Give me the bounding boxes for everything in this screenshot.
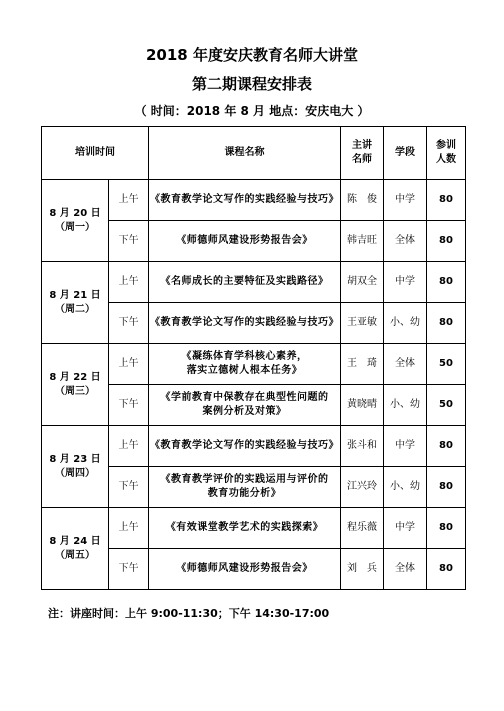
lecturer-cell: 韩吉旺 — [341, 221, 384, 262]
weekday-text: （周三） — [55, 385, 95, 397]
course-name-line2: 落实立德树人根本任务》 — [186, 365, 303, 376]
table-row — [42, 508, 466, 549]
level-cell: 小、幼 — [384, 303, 427, 344]
count-cell: 80 — [427, 549, 466, 590]
course-name-line1: 《教育教学评价的实践运用与评价的 — [160, 474, 329, 485]
date-text: 8 月 21 日 — [49, 289, 101, 301]
course-name-line1: 《凝练体育学科核心素养， — [181, 351, 308, 362]
lecture-time-note: 注：讲座时间：上午 9:00-11:30；下午 14:30-17:00 — [48, 607, 330, 620]
header-course: 课程名称 — [149, 127, 341, 180]
level-cell: 全体 — [384, 221, 427, 262]
course-name-line1: 《师德师风建设形势报告会》 — [176, 235, 313, 246]
period-cell: 下午 — [109, 467, 149, 508]
course-cell — [149, 303, 341, 344]
table-row — [42, 262, 466, 303]
lecturer-cell: 江兴玲 — [341, 467, 384, 508]
schedule-table — [41, 126, 466, 590]
weekday-text: （周五） — [55, 549, 95, 561]
course-cell — [149, 467, 341, 508]
date-cell — [42, 344, 109, 426]
header-level: 学段 — [384, 127, 427, 180]
course-cell — [149, 508, 341, 549]
date-cell — [42, 180, 109, 262]
level-cell: 中学 — [384, 262, 427, 303]
header-lecturer — [341, 127, 384, 180]
course-cell — [149, 221, 341, 262]
count-cell: 80 — [427, 303, 466, 344]
count-cell: 80 — [427, 180, 466, 221]
header-row — [42, 127, 466, 180]
lecturer-cell: 王亚敏 — [341, 303, 384, 344]
time-location-info: （ 时间：2018 年 8 月 地点：安庆电大 ） — [134, 104, 370, 118]
course-name-line2: 案例分析及对策》 — [202, 406, 287, 417]
course-cell — [149, 549, 341, 590]
period-cell: 下午 — [109, 221, 149, 262]
course-name-line1: 《有效课堂教学艺术的实践探索》 — [165, 522, 324, 533]
level-cell: 中学 — [384, 180, 427, 221]
course-name-line1: 《学前教育中保教存在典型性问题的 — [160, 392, 329, 403]
count-cell: 80 — [427, 221, 466, 262]
period-cell: 下午 — [109, 549, 149, 590]
date-cell — [42, 426, 109, 508]
course-name-line1: 《教育教学论文写作的实践经验与技巧》 — [150, 440, 339, 451]
header-count — [427, 127, 466, 180]
date-text: 8 月 22 日 — [49, 371, 101, 383]
date-text: 8 月 20 日 — [49, 207, 101, 219]
course-cell — [149, 426, 341, 467]
count-cell: 50 — [427, 344, 466, 385]
course-name-line1: 《教育教学论文写作的实践经验与技巧》 — [150, 317, 339, 328]
period-cell: 上午 — [109, 262, 149, 303]
course-name-line2: 教育功能分析》 — [207, 488, 282, 499]
lecturer-cell: 张斗和 — [341, 426, 384, 467]
course-cell — [149, 385, 341, 426]
weekday-text: （周四） — [55, 467, 95, 479]
count-cell: 50 — [427, 385, 466, 426]
course-cell — [149, 262, 341, 303]
date-text: 8 月 24 日 — [49, 535, 101, 547]
period-cell: 上午 — [109, 180, 149, 221]
page-subtitle: 第二期课程安排表 — [191, 75, 312, 93]
level-cell: 小、幼 — [384, 467, 427, 508]
header-lecturer-line1: 主讲 — [352, 140, 372, 151]
count-cell: 80 — [427, 508, 466, 549]
level-cell: 中学 — [384, 426, 427, 467]
period-cell: 上午 — [109, 426, 149, 467]
table-row — [42, 180, 466, 221]
page-title: 2018 年度安庆教育名师大讲堂 — [146, 46, 358, 64]
count-cell: 80 — [427, 262, 466, 303]
header-time: 培训时间 — [42, 127, 149, 180]
header-lecturer-line2: 名师 — [352, 154, 372, 165]
lecturer-cell: 黄晓晴 — [341, 385, 384, 426]
lecturer-cell: 陈 俊 — [341, 180, 384, 221]
date-text: 8 月 23 日 — [49, 453, 101, 465]
course-cell — [149, 180, 341, 221]
lecturer-cell: 王 琦 — [341, 344, 384, 385]
level-cell: 全体 — [384, 549, 427, 590]
course-name-line1: 《师德师风建设形势报告会》 — [176, 563, 313, 574]
level-cell: 中学 — [384, 508, 427, 549]
date-cell — [42, 262, 109, 344]
period-cell: 下午 — [109, 385, 149, 426]
header-count-line1: 参训 — [436, 140, 456, 151]
count-cell: 80 — [427, 426, 466, 467]
level-cell: 小、幼 — [384, 385, 427, 426]
lecturer-cell: 程乐薇 — [341, 508, 384, 549]
period-cell: 上午 — [109, 508, 149, 549]
course-cell — [149, 344, 341, 385]
lecturer-cell: 胡双全 — [341, 262, 384, 303]
count-cell: 80 — [427, 467, 466, 508]
lecturer-cell: 刘 兵 — [341, 549, 384, 590]
weekday-text: （周一） — [55, 221, 95, 233]
period-cell: 下午 — [109, 303, 149, 344]
table-row — [42, 426, 466, 467]
table-row — [42, 344, 466, 385]
course-name-line1: 《名师成长的主要特征及实践路径》 — [160, 276, 329, 287]
header-count-line2: 人数 — [436, 154, 456, 165]
course-name-line1: 《教育教学论文写作的实践经验与技巧》 — [150, 194, 339, 205]
date-cell — [42, 508, 109, 590]
level-cell: 全体 — [384, 344, 427, 385]
weekday-text: （周二） — [55, 303, 95, 315]
period-cell: 上午 — [109, 344, 149, 385]
